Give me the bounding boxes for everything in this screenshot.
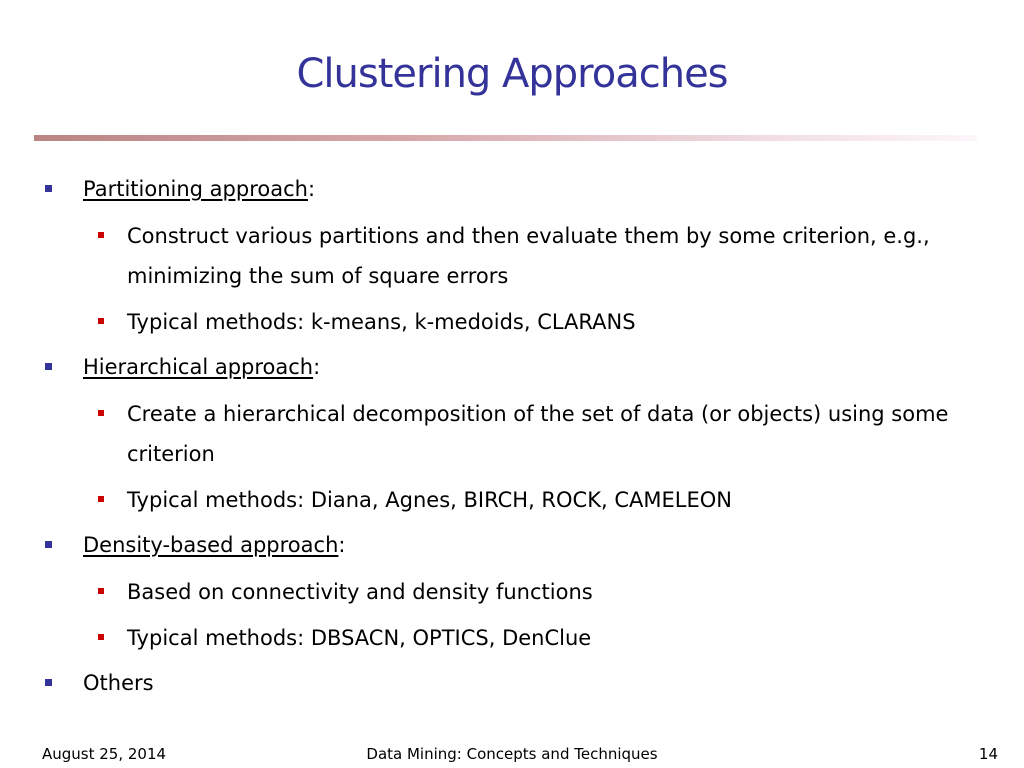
- footer-date: August 25, 2014: [42, 745, 167, 763]
- page-number: 14: [978, 745, 998, 763]
- sub-bullet-text: Create a hierarchical decomposition of the set of data (or objects) using some criterion: [127, 402, 949, 466]
- square-bullet-icon: [98, 588, 104, 594]
- square-bullet-icon: [98, 232, 104, 238]
- heading-suffix: :: [307, 177, 316, 201]
- section-heading: Partitioning approach: [83, 177, 308, 201]
- title-divider: [34, 135, 977, 141]
- slide-title: Clustering Approaches: [296, 51, 728, 97]
- square-bullet-icon: [98, 634, 104, 640]
- square-bullet-icon: [45, 541, 52, 548]
- sub-bullet-text: Construct various partitions and then evaluate them by some criterion, e.g., minimizing the sum of square errors: [127, 224, 930, 288]
- section-heading: Density-based approach: [83, 533, 339, 557]
- section-heading: Others: [83, 671, 154, 695]
- section-heading: Hierarchical approach: [83, 355, 314, 379]
- square-bullet-icon: [98, 410, 104, 416]
- square-bullet-icon: [45, 185, 52, 192]
- heading-suffix: :: [338, 533, 346, 557]
- square-bullet-icon: [45, 679, 52, 686]
- sub-bullet-text: Typical methods: k-means, k-medoids, CLARANS: [127, 310, 636, 334]
- footer-title: Data Mining: Concepts and Techniques: [366, 745, 658, 763]
- heading-suffix: :: [313, 355, 321, 379]
- sub-bullet-text: Typical methods: Diana, Agnes, BIRCH, ROCK, CAMELEON: [127, 488, 732, 512]
- square-bullet-icon: [98, 318, 104, 324]
- sub-bullet-text: Typical methods: DBSACN, OPTICS, DenClue: [127, 626, 592, 650]
- square-bullet-icon: [98, 496, 104, 502]
- square-bullet-icon: [45, 363, 52, 370]
- sub-bullet-text: Based on connectivity and density functions: [127, 580, 593, 604]
